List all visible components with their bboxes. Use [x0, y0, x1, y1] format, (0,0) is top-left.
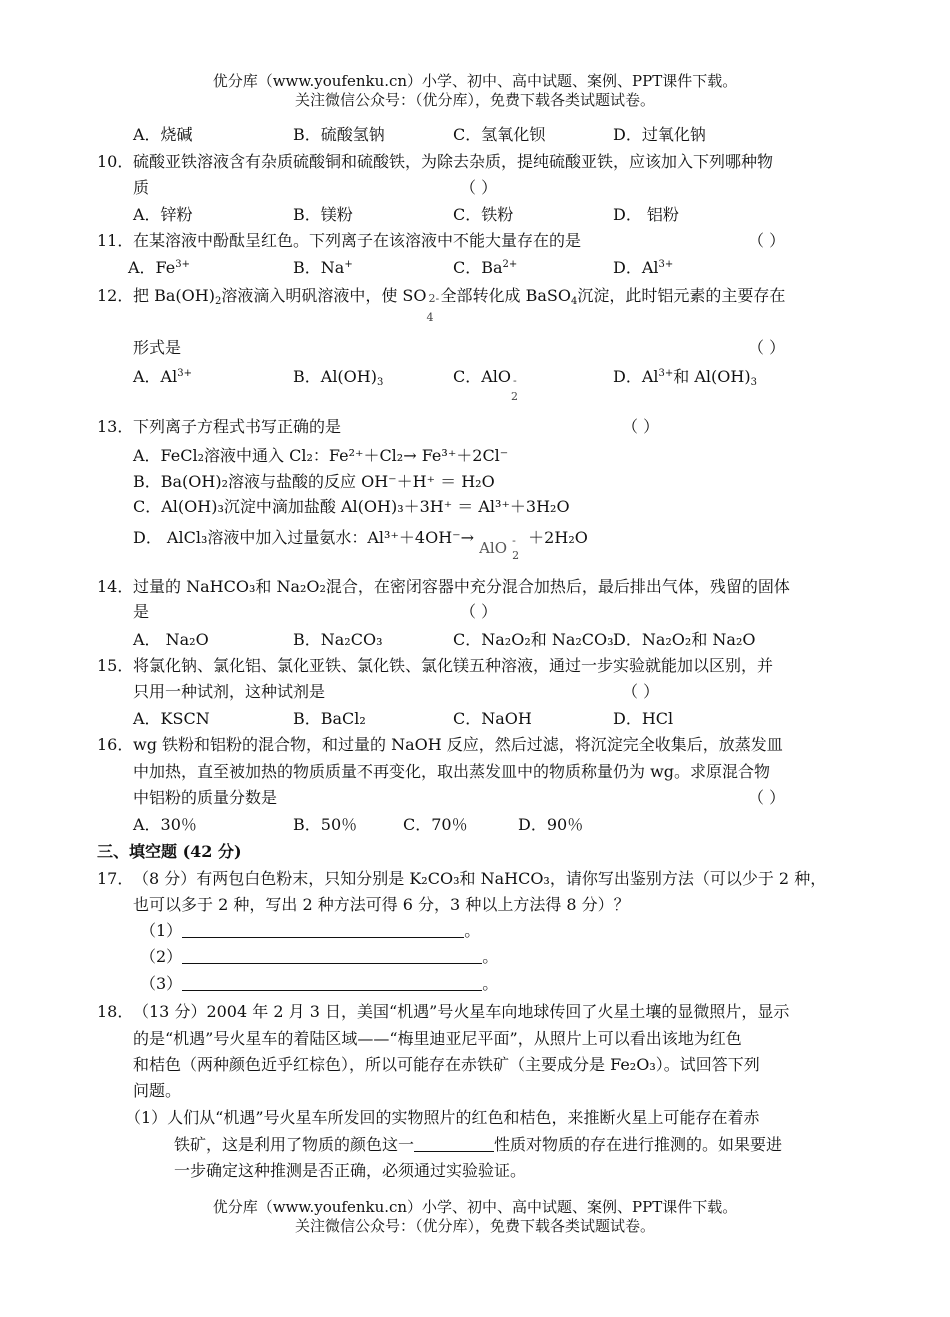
q17-number: 17． — [97, 869, 134, 888]
q10-answer-paren: （ ） — [460, 178, 498, 197]
q14-option-b: B．Na₂CO₃ — [293, 630, 383, 649]
q15-answer-paren: （ ） — [622, 682, 660, 701]
q18-sub-1-line-3: 一步确定这种推测是否正确，必须通过实验验证。 — [174, 1161, 527, 1180]
q9-option-c: C．氢氧化钡 — [453, 125, 546, 144]
q12-stem-line-2: 形式是 — [133, 338, 182, 357]
q13-answer-paren: （ ） — [622, 417, 660, 436]
q16-option-c: C．70％ — [403, 815, 468, 834]
q13-option-d: D． AlCl₃溶液中加入过量氨水：Al³⁺＋4OH⁻→ AlO - 2 ＋2H₂O — [133, 528, 588, 562]
q14-number: 14． — [97, 577, 134, 596]
q17-stem-line-1: （8 分）有两包白色粉末，只知分别是 K₂CO₃和 NaHCO₃，请你写出鉴别方法（可以少于 2 种， — [133, 869, 827, 888]
q12-option-c: C．AlO - 2 — [453, 367, 519, 403]
q15-option-c: C．NaOH — [453, 709, 532, 728]
q11-option-b: B．Na+ — [293, 258, 353, 277]
q15-stem-line-2: 只用一种试剂，这种试剂是 — [133, 682, 326, 701]
q18-stem-line-2: 的是“机遇”号火星车的着陆区域——“梅里迪亚尼平面”，从照片上可以看出该地为红色 — [133, 1029, 742, 1048]
section-3-title: 三、填空题 (42 分) — [97, 842, 242, 861]
q12-option-d: D．$Al^{3+}$和 $Al(OH)_3$ — [613, 367, 757, 388]
footer-line-2: 关注微信公众号：（优分库），免费下载各类试题试卷。 — [294, 1217, 655, 1235]
q16-option-b: B．50％ — [293, 815, 358, 834]
q17-blank-1[interactable] — [182, 921, 464, 938]
q17-answer-line-1: （1） 。 — [140, 921, 481, 940]
q11-stem: 在某溶液中酚酞呈红色。下列离子在该溶液中不能大量存在的是 — [133, 231, 582, 250]
q15-option-b: B．BaCl₂ — [293, 709, 366, 728]
q9-option-b: B．硫酸氢钠 — [293, 125, 385, 144]
q16-option-d: D．90％ — [518, 815, 584, 834]
q17-answer-line-3: （3） 。 — [140, 974, 499, 993]
q17-blank-3[interactable] — [182, 974, 482, 991]
q16-stem-line-3: 中铝粉的质量分数是 — [133, 788, 278, 807]
footer-line-1: 优分库（www.youfenku.cn）小学、初中、高中试题、案例、PPT课件下载。 — [212, 1198, 738, 1216]
q18-blank-1[interactable] — [414, 1135, 494, 1152]
q11-option-d: D．$Al^{3+}$ — [613, 258, 674, 277]
q13-stem: 下列离子方程式书写正确的是 — [133, 417, 342, 436]
q16-stem-line-2: 中加热，直至被加热的物质质量不再变化，取出蒸发皿中的物质称量仍为 wg。求原混合物 — [133, 762, 771, 781]
q11-answer-paren: （ ） — [748, 231, 786, 250]
q16-number: 16． — [97, 735, 134, 754]
q14-option-a: A． Na₂O — [133, 630, 209, 649]
q17-blank-2[interactable] — [182, 947, 482, 964]
q13-number: 13． — [97, 417, 134, 436]
q18-stem-line-3: 和桔色（两种颜色近乎红棕色），所以可能存在赤铁矿（主要成分是 Fe₂O₃）。试回答下列 — [133, 1055, 760, 1074]
q12-number: 12． — [97, 286, 134, 305]
q9-option-a: A．烧碱 — [133, 125, 193, 144]
q13-option-c: C．Al(OH)₃沉淀中滴加盐酸 Al(OH)₃＋3H⁺ ＝ Al³⁺＋3H₂O — [133, 497, 570, 516]
q12-option-a: A．$Al^{3+}$ — [133, 367, 192, 386]
q10-option-b: B．镁粉 — [293, 205, 353, 224]
q18-sub-1-line-1: （1）人们从“机遇”号火星车所发回的实物照片的红色和桔色，来推断火星上可能存在着赤 — [125, 1108, 760, 1127]
q14-stem-line-1: 过量的 NaHCO₃和 Na₂O₂混合，在密闭容器中充分混合加热后，最后排出气体，残留的固体 — [133, 577, 790, 596]
q11-number: 11． — [97, 231, 134, 250]
q10-number: 10． — [97, 152, 134, 171]
q10-option-a: A．锌粉 — [133, 205, 193, 224]
q18-sub-1-line-2: 铁矿，这是利用了物质的颜色这一 性质对物质的存在进行推测的。如果要进 — [174, 1135, 783, 1154]
q10-stem-line-2: 质 — [133, 178, 150, 197]
q12-answer-paren: （ ） — [748, 338, 786, 357]
q16-option-a: A．30％ — [133, 815, 197, 834]
q13-option-a: A．FeCl₂溶液中通入 Cl₂：Fe²⁺＋Cl₂→ Fe³⁺＋2Cl⁻ — [133, 446, 509, 465]
q16-stem-line-1: wg 铁粉和铝粉的混合物，和过量的 NaOH 反应，然后过滤，将沉淀完全收集后，放蒸发皿 — [133, 735, 783, 754]
q10-stem-line-1: 硫酸亚铁溶液含有杂质硫酸铜和硫酸铁，为除去杂质，提纯硫酸亚铁，应该加入下列哪种物 — [133, 152, 774, 171]
q17-answer-line-2: （2） 。 — [140, 947, 499, 966]
q12-stem-line-1: 把 $Ba(OH)_2$溶液滴入明矾溶液中，使 SO 2- 4 全部转化成 BaSO$_4$沉淀，此时铝元素的主要存在 — [133, 286, 786, 324]
q14-option-c: C．Na₂O₂和 Na₂CO₃ — [453, 630, 614, 649]
q11-option-c: C．$Ba^{2+}$ — [453, 258, 518, 277]
q15-option-d: D．HCl — [613, 709, 674, 728]
q15-stem-line-1: 将氯化钠、氯化铝、氯化亚铁、氯化铁、氯化镁五种溶液，通过一步实验就能加以区别，并 — [133, 656, 774, 675]
q14-answer-paren: （ ） — [460, 602, 498, 621]
q18-stem-line-4: 问题。 — [133, 1081, 182, 1100]
header-line-2: 关注微信公众号：（优分库），免费下载各类试题试卷。 — [294, 91, 655, 109]
q14-option-d: D．Na₂O₂和 Na₂O — [613, 630, 756, 649]
header-line-1: 优分库（www.youfenku.cn）小学、初中、高中试题、案例、PPT课件下载。 — [212, 72, 738, 90]
q10-option-d: D． 铝粉 — [613, 205, 679, 224]
q13-option-b: B．Ba(OH)₂溶液与盐酸的反应 OH⁻＋H⁺ ＝ H₂O — [133, 472, 495, 491]
q18-stem-line-1: （13 分）2004 年 2 月 3 日，美国“机遇”号火星车向地球传回了火星土壤的显微照片，显示 — [133, 1002, 790, 1021]
q9-option-d: D．过氧化钠 — [613, 125, 706, 144]
q18-number: 18． — [97, 1002, 134, 1021]
q11-option-a: A．$Fe^{3+}$ — [128, 258, 191, 277]
q17-stem-line-2: 也可以多于 2 种，写出 2 种方法可得 6 分，3 种以上方法得 8 分）？ — [133, 895, 630, 914]
q15-option-a: A．KSCN — [133, 709, 210, 728]
q14-stem-line-2: 是 — [133, 602, 150, 621]
q10-option-c: C．铁粉 — [453, 205, 514, 224]
q16-answer-paren: （ ） — [748, 788, 786, 807]
q15-number: 15． — [97, 656, 134, 675]
q12-option-b: B．$Al(OH)_3$ — [293, 367, 384, 388]
